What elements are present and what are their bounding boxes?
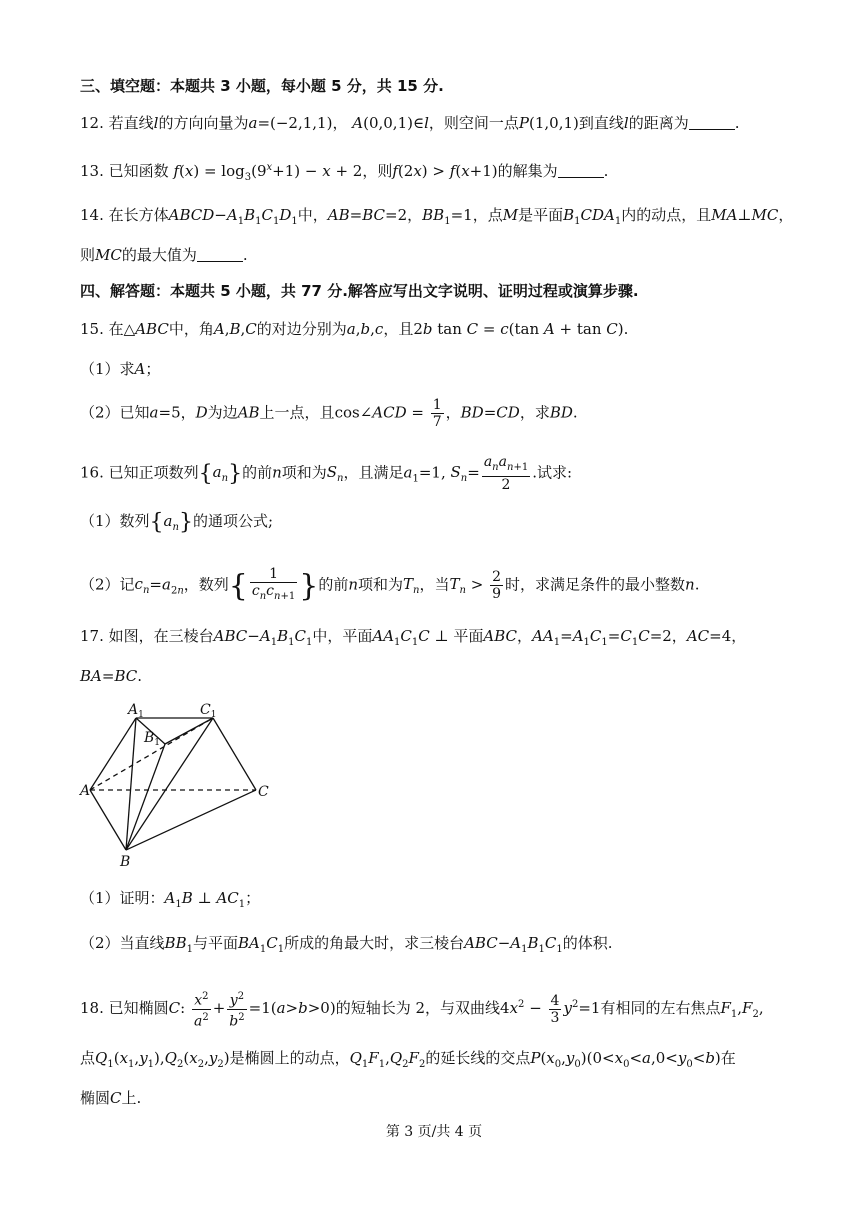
section-3-heading: 三、填空题：本题共 3 小题，每小题 5 分，共 15 分. [80,77,444,95]
frustum-figure [78,700,278,870]
edge-c1-b1 [165,718,213,744]
label-c: C [258,784,269,800]
answer-blank [197,247,243,262]
edge-a1-a [90,718,136,790]
question-14-line-2: 则MC的最大值为 . [80,246,248,264]
question-12: 12. 若直线l的方向向量为a=(−2,1,1)， A(0,0,1)∈l，则空间一点P(1,0,1)到直线l的距离为 . [80,114,740,132]
label-b1: $B_1$ [144,730,161,748]
edge-c1-c [213,718,256,790]
label-b: B [120,854,131,870]
question-17-line-2: BA=BC. [80,667,142,685]
question-15-part-1: （1）求A； [80,360,161,378]
question-16-part-1: （1）数列$\{a_n\}$的通项公式; [80,510,274,535]
question-18-line-3: 椭圆C上. [80,1089,142,1107]
answer-blank [558,163,604,178]
question-16: 16. 已知正项数列$\{a_n\}$的前n项和为$S_n$，且满足$a_1=1$, $S_n=$ $\frac{a_na_{n+1}}{2}$ .试求: [80,454,573,493]
question-15: 15. 在△ABC中，角A,B,C的对边分别为a,b,c，且2b tan C = c(tan A + tan C). [80,320,629,338]
edge-a-b [90,790,126,850]
label-a: A [80,783,91,799]
question-16-part-2: （2）记$c_n=a_{2n}$，数列{ $\frac{1}{c_nc_{n+1}}$ }的前n项和为$T_n$，当$T_n$ > $\frac{2}{9}$ 时，求满足条件的最小整数n. [80,566,700,604]
section-4-heading: 四、解答题：本题共 5 小题，共 77 分.解答应写出文字说明、证明过程或演算步骤. [80,282,639,300]
question-17-part-1: （1）证明：$A_1B$ ⊥ $AC_1$； [80,889,261,910]
edge-a1-b [126,718,136,850]
question-13: 13. 已知函数 $f(x) = \log_3(9^x+1) - x + 2$，则f(2x) > f(x+1)的解集为 . [80,162,609,183]
question-17-part-2: （2）当直线$BB_1$与平面$BA_1C_1$所成的角最大时，求三棱台$ABC-A_1B_1C_1$的体积. [80,934,613,955]
question-15-part-2: （2）已知a=5，D为边AB上一点，且cos∠ACD = $\frac{1}{7}$ ，BD=CD，求BD. [80,397,578,430]
question-17: 17. 如图，在三棱台$ABC-A_1B_1C_1$中，平面$AA_1C_1C$ ⊥ 平面ABC，$AA_1=A_1C_1=C_1C=2$，AC=4， [80,627,747,648]
answer-blank [689,115,735,130]
page-footer: 第 3 页/共 4 页 [385,1124,483,1140]
label-a1: $A_1$ [128,702,144,720]
label-c1: $C_1$ [200,702,217,720]
question-18-line-2: 点$Q_1(x_1,y_1),Q_2(x_2,y_2)$是椭圆上的动点，$Q_1F_1,Q_2F_2$的延长线的交点$P(x_0,y_0)(0<x_0<a,0<y_0<b)$在 [80,1049,736,1070]
question-14: 14. 在长方体$ABCD-A_1B_1C_1D_1$中，AB=BC=2，$BB_1=1$，点M是平面$B_1CDA_1$内的动点，且MA⊥MC， [80,206,794,227]
question-18: 18. 已知椭圆C: $\frac{x^2}{a^2}$ + $\frac{y^2}{b^2}$ =1(a>b>0)的短轴长为 2，与双曲线$4x^2$ − $\frac{4}{3}$ $y^2=1$有相同的左右焦点$F_1,F_2$, [80,991,764,1030]
